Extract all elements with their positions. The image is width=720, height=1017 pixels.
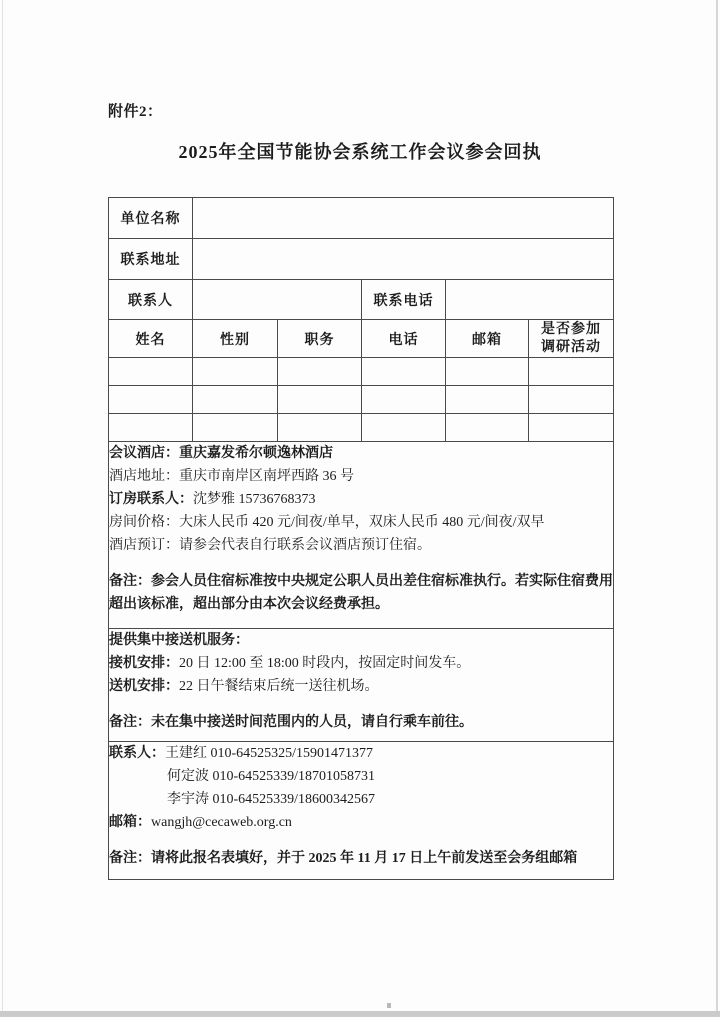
unit-name-row — [109, 198, 614, 239]
contact-phone-label: 联系电话 — [362, 280, 446, 320]
text-line: 备注：未在集中接送时间范围内的人员，请自行乘车前往。 — [109, 715, 473, 730]
contact-address-value-cell — [193, 239, 614, 280]
text-line — [109, 834, 613, 847]
text-line: 备注：参会人员住宿标准按中央规定公职人员出差住宿标准执行。若实际住宿费用超出该标准，超出部分由本次会议经费承担。 — [109, 574, 613, 612]
text-line: 送机安排：22 日午餐结束后统一送往机场。 — [109, 679, 379, 694]
attendee-header-row — [109, 320, 614, 358]
header-survey-line1: 是否参加 — [541, 321, 602, 337]
registration-form-table — [108, 197, 614, 880]
header-survey — [529, 320, 614, 358]
text-line — [109, 698, 613, 711]
unit-name-value-cell — [193, 198, 614, 239]
text-line: 接机安排：20 日 12:00 至 18:00 时段内，按固定时间发车。 — [109, 656, 471, 671]
attendee-empty-cell — [529, 386, 614, 414]
text-line: 会议酒店：重庆嘉发希尔顿逸林酒店 — [109, 446, 333, 461]
header-name: 姓名 — [109, 320, 193, 358]
text-line: 联系人：王建红 010-64525325/15901471377 — [109, 746, 374, 761]
shuttle-info-row — [109, 629, 614, 742]
attendee-empty-cell — [109, 386, 193, 414]
attendee-empty-cell — [278, 414, 362, 442]
hotel-info-row — [109, 442, 614, 629]
attendee-row — [109, 414, 614, 442]
scan-edge-bottom — [0, 1011, 720, 1017]
attachment-label: 附件2： — [108, 104, 163, 120]
attendee-empty-cell — [446, 386, 529, 414]
header-gender: 性别 — [193, 320, 278, 358]
contact-person-label: 联系人 — [109, 280, 193, 320]
contact-address-row — [109, 239, 614, 280]
header-position: 职务 — [278, 320, 362, 358]
attendee-empty-cell — [278, 358, 362, 386]
text-line: 酒店地址：重庆市南岸区南坪西路 36 号 — [109, 469, 354, 484]
text-line: 提供集中接送机服务： — [109, 633, 249, 648]
scan-edge-left — [2, 0, 3, 1017]
attendee-empty-cell — [278, 386, 362, 414]
attendee-empty-cell — [193, 414, 278, 442]
shuttle-info-cell — [109, 629, 614, 742]
header-survey-line2: 调研活动 — [541, 339, 602, 355]
contact-person-value-cell — [193, 280, 362, 320]
attendee-empty-cell — [446, 358, 529, 386]
unit-name-label: 单位名称 — [109, 198, 193, 239]
attendee-empty-rows — [109, 358, 614, 442]
organizer-contact-cell — [109, 742, 614, 880]
page-title: 2025年全国节能协会系统工作会议参会回执 — [178, 142, 542, 162]
organizer-contact-row — [109, 742, 614, 880]
text-line: 李宇涛 010-64525339/18600342567 — [167, 792, 376, 807]
attendee-empty-cell — [193, 386, 278, 414]
attendee-empty-cell — [529, 414, 614, 442]
attendee-empty-cell — [109, 358, 193, 386]
scan-speck — [387, 1003, 391, 1008]
text-line — [109, 557, 613, 570]
attendee-row — [109, 386, 614, 414]
hotel-info-cell — [109, 442, 614, 629]
attendee-empty-cell — [109, 414, 193, 442]
text-line: 订房联系人：沈梦雅 15736768373 — [109, 492, 316, 507]
text-line: 酒店预订：请参会代表自行联系会议酒店预订住宿。 — [109, 538, 431, 553]
attendee-empty-cell — [446, 414, 529, 442]
attendee-empty-cell — [362, 414, 446, 442]
attendee-empty-cell — [529, 358, 614, 386]
header-phone: 电话 — [362, 320, 446, 358]
contact-phone-value-cell — [446, 280, 614, 320]
text-line: 邮箱：wangjh@cecaweb.org.cn — [109, 815, 292, 830]
scan-edge-right — [716, 0, 718, 1017]
contact-person-row — [109, 280, 614, 320]
text-line: 房间价格：大床人民币 420 元/间夜/单早，双床人民币 480 元/间夜/双早 — [109, 515, 545, 530]
attendee-empty-cell — [193, 358, 278, 386]
header-email: 邮箱 — [446, 320, 529, 358]
contact-address-label: 联系地址 — [109, 239, 193, 280]
attendee-empty-cell — [362, 358, 446, 386]
attendee-row — [109, 358, 614, 386]
attendee-empty-cell — [362, 386, 446, 414]
text-line: 备注：请将此报名表填好，并于 2025 年 11 月 17 日上午前发送至会务组邮箱 — [109, 851, 578, 866]
text-line: 何定波 010-64525339/18701058731 — [167, 769, 376, 784]
